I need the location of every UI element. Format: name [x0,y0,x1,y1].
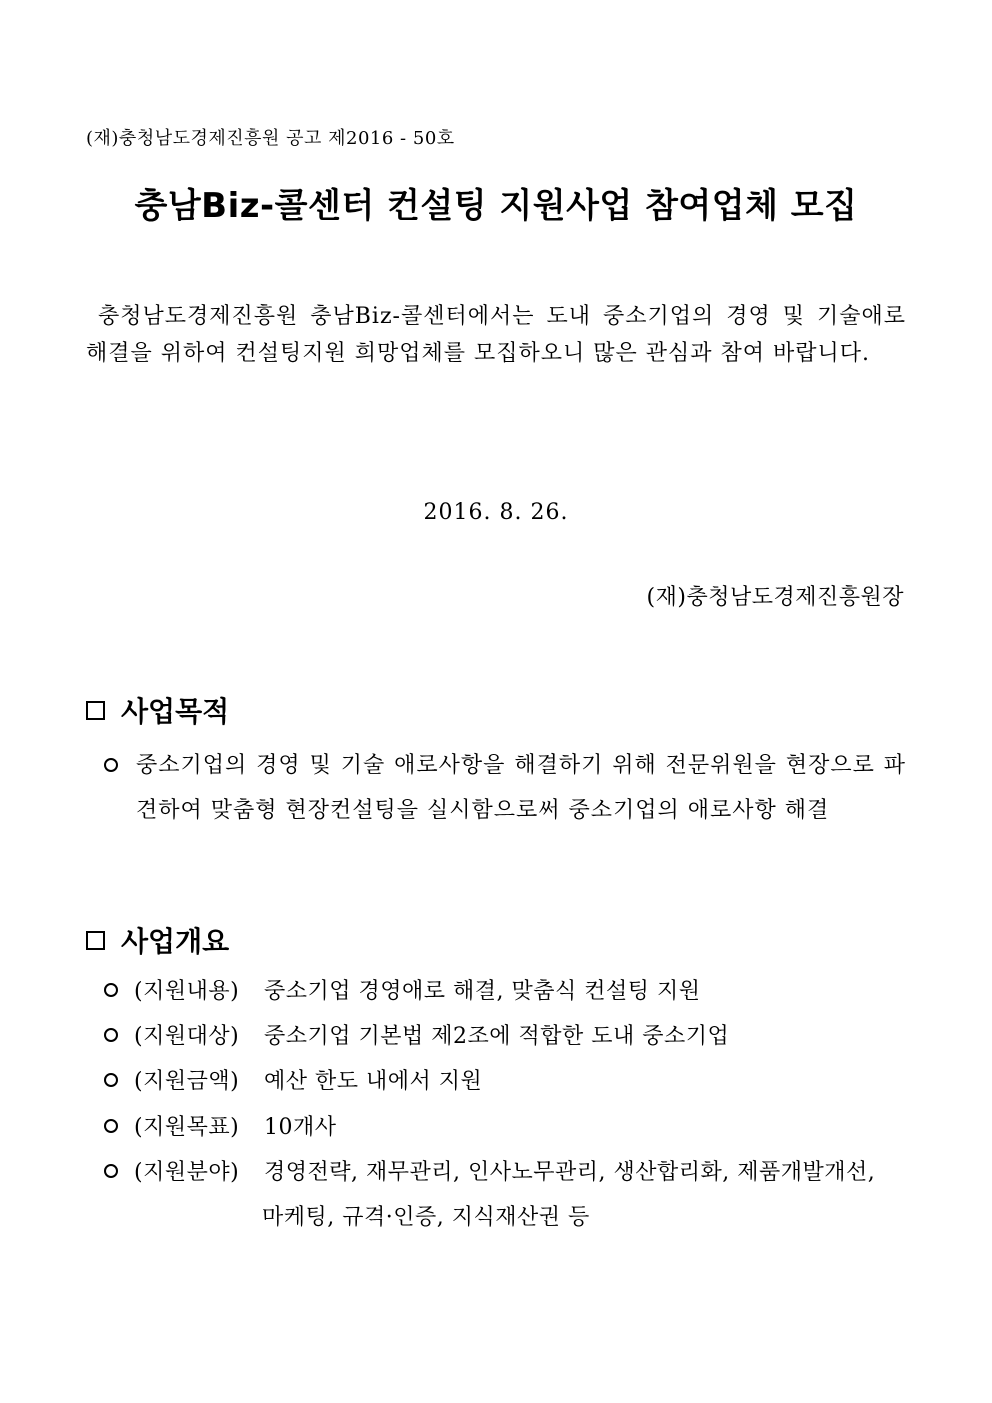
circle-bullet-icon [104,1119,118,1133]
intro-paragraph [86,298,906,372]
purpose-item: 중소기업의 경영 및 기술 애로사항을 해결하기 위해 전문위원을 현장으로 파견하여 맞춤형 현장컨설팅을 실시함으로써 중소기업의 애로사항 해결 [136,753,906,823]
section-purpose-heading [86,690,229,730]
notice-number: (재)충청남도경제진흥원 공고 제2016 - 50호 [86,128,455,149]
circle-bullet-icon [104,983,118,997]
overview-value: 중소기업 기본법 제2조에 적합한 도내 중소기업 [264,1024,730,1049]
overview-label: (지원금액) [134,1069,240,1094]
overview-label: (지원분야) [134,1160,240,1185]
overview-label: (지원대상) [134,1024,240,1049]
square-bullet-icon [86,931,105,950]
overview-label: (지원내용) [134,979,240,1004]
overview-value: 10개사 [264,1115,337,1140]
overview-value: 중소기업 경영애로 해결, 맞춤식 컨설팅 지원 [264,979,701,1004]
square-bullet-icon [86,701,105,720]
overview-label: (지원목표) [134,1115,240,1140]
section-overview-heading [86,920,229,960]
section-purpose-title: 사업목적 [121,695,230,728]
intro-text: 충청남도경제진흥원 충남Biz-콜센터에서는 도내 중소기업의 경영 및 기술애로 해결을 위하여 컨설팅지원 희망업체를 모집하오니 많은 관심과 참여 바랍니다. [86,304,906,366]
notice-date: 2016. 8. 26. [423,500,569,525]
issuer-name: (재)충청남도경제진흥원장 [646,585,904,610]
circle-bullet-icon [104,1028,118,1042]
circle-bullet-icon [104,1164,118,1178]
overview-value: 예산 한도 내에서 지원 [264,1069,483,1094]
overview-value: 경영전략, 재무관리, 인사노무관리, 생산합리화, 제품개발개선, [264,1160,876,1185]
overview-value-continued: 마케팅, 규격·인증, 지식재산권 등 [262,1205,590,1230]
circle-bullet-icon [104,758,118,772]
circle-bullet-icon [104,1073,118,1087]
document-title: 충남Biz-콜센터 컨설팅 지원사업 참여업체 모집 [134,186,858,226]
section-overview-title: 사업개요 [121,925,230,958]
